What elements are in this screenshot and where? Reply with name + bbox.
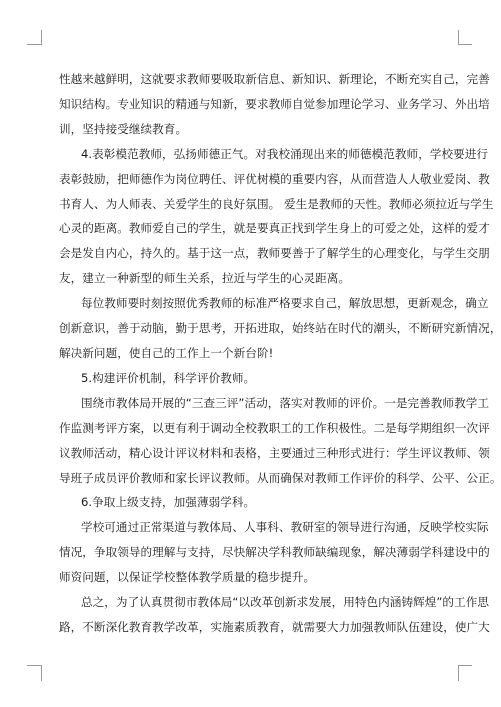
document-body <box>59 67 501 640</box>
text-line: 书育人、为人师表、关爱学生的良好氛围。 爱生是教师的天性。教师必须拉近与学生 <box>59 196 494 211</box>
crop-mark-top-left-h <box>27 44 41 45</box>
crop-mark-bottom-left-h <box>27 665 41 666</box>
text-line: 作监测考评方案，以更有利于调动全校教职工的工作积极性。二是每学期组织一次评 <box>59 420 490 435</box>
text-line: 知识结构。专业知识的精通与知新，要求教师自觉参加理论学习、业务学习、外出培 <box>59 96 490 111</box>
text-line: 5.构建评价机制，科学评价教师。 <box>81 370 256 385</box>
crop-mark-top-right-v <box>458 30 459 45</box>
text-line: 训，坚持接受继续教育。 <box>59 121 188 136</box>
text-line: 表彰鼓励，把师德作为岗位聘任、评优树模的重要内容，从而营造人人敬业爱岗、教 <box>59 171 490 186</box>
crop-mark-bottom-right-h <box>458 665 472 666</box>
text-line: 导班子成员评价教师和家长评议教师。从而确保对教师工作评价的科学、公平、公正。 <box>59 470 501 485</box>
text-line: 创新意识，善于动脑，勤于思考，开拓进取，始终站在时代的潮头，不断研究新情况， <box>59 321 501 336</box>
text-line: 性越来越鲜明，这就要求教师要吸取新信息、新知识、新理论，不断充实自己，完善 <box>59 72 490 86</box>
crop-mark-bottom-left-v <box>41 665 42 681</box>
crop-mark-top-right-h <box>458 44 472 45</box>
text-line: 师资问题，以保证学校整体教学质量的稳步提升。 <box>59 570 316 585</box>
text-line: 学校可通过正常渠道与教体局、人事科、教研室的领导进行沟通，反映学校实际 <box>81 520 489 535</box>
text-line: 会是发自内心，持久的。基于这一点，教师要善于了解学生的心理变化，与学生交朋 <box>59 246 490 261</box>
text-line: 解决新问题，使自己的工作上一个新台阶! <box>59 345 274 360</box>
text-line: 路，不断深化教育教学改革，实施素质教育，就需要大力加强教师队伍建设，使广大 <box>59 619 490 634</box>
crop-mark-top-left-v <box>41 30 42 45</box>
text-line: 4.表彰模范教师，弘扬师德正气。对我校涌现出来的师德模范教师，学校要进行 <box>81 146 489 161</box>
text-line: 情况，争取领导的理解与支持，尽快解决学科教师缺编现象，解决薄弱学科建设中的 <box>59 545 490 560</box>
text-line: 总之，为了认真贯彻市教体局“以改革创新求发展，用特色内涵铸辉煌”的工作思 <box>81 595 490 610</box>
text-line: 议教师活动，精心设计评议材料和表格，主要通过三种形式进行：学生评议教师、领 <box>59 445 490 460</box>
text-line: 友，建立一种新型的师生关系，拉近与学生的心灵距离。 <box>59 271 351 286</box>
crop-mark-bottom-right-v <box>458 665 459 681</box>
text-line: 心灵的距离。教师爱自己的学生，就是要真正找到学生身上的可爱之处，这样的爱才 <box>59 221 490 236</box>
text-line: 6.争取上级支持，加强薄弱学科。 <box>81 495 256 510</box>
text-line: 每位教师要时刻按照优秀教师的标准严格要求自己，解放思想，更新观念，确立 <box>81 296 489 311</box>
text-line: 围绕市教体局开展的“三查三评”活动，落实对教师的评价。一是完善教师教学工 <box>81 395 490 410</box>
